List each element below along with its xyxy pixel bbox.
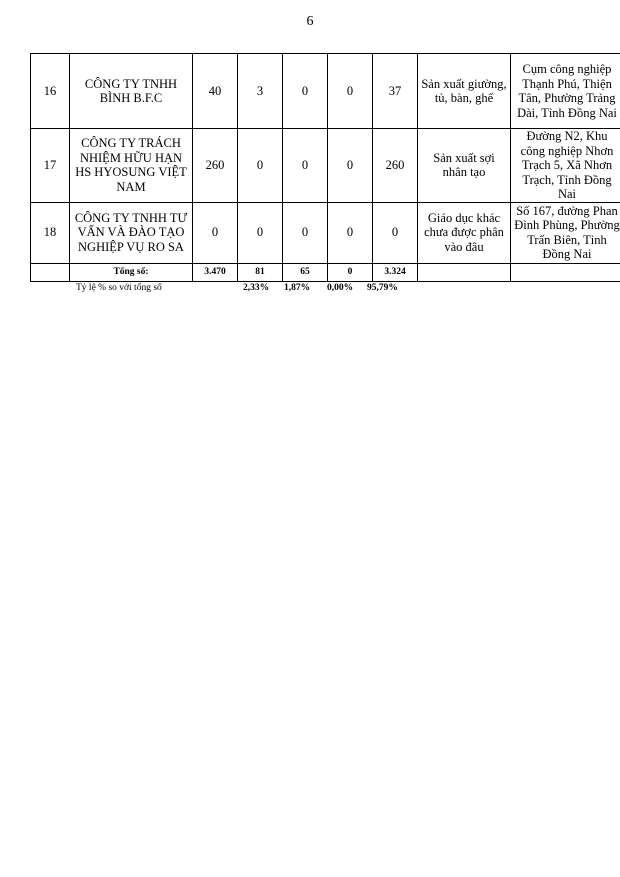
- value-col-3: 0: [283, 202, 328, 263]
- company-address: Cụm công nghiệp Thạnh Phú, Thiện Tân, Phường Trảng Dài, Tỉnh Đồng Nai: [511, 54, 620, 129]
- ratio-row: [0, 283, 620, 297]
- ratio-value-3: 0,00%: [327, 283, 354, 293]
- table-row: [31, 202, 620, 263]
- page-number: 6: [306, 14, 314, 29]
- total-empty-cell: [511, 263, 620, 281]
- value-col-3: 0: [283, 54, 328, 129]
- value-col-3: 0: [283, 129, 328, 203]
- company-name: CÔNG TY TNHH BÌNH B.F.C: [70, 54, 193, 129]
- total-value-5: 3.324: [373, 263, 418, 281]
- total-row: [31, 263, 620, 281]
- ratio-value-2: 1,87%: [284, 283, 311, 293]
- total-value-1: 3.470: [193, 263, 238, 281]
- row-index: 16: [31, 54, 70, 129]
- value-col-2: 3: [238, 54, 283, 129]
- ratio-label: Tỷ lệ % so với tổng số: [76, 283, 162, 293]
- table-row: [31, 54, 620, 129]
- total-empty-cell: [31, 263, 70, 281]
- total-value-3: 65: [283, 263, 328, 281]
- value-col-5: 37: [373, 54, 418, 129]
- business-sector: Sản xuất sợi nhân tạo: [418, 129, 511, 203]
- value-total-workers: 40: [193, 54, 238, 129]
- value-col-5: 260: [373, 129, 418, 203]
- value-total-workers: 0: [193, 202, 238, 263]
- total-value-2: 81: [238, 263, 283, 281]
- company-name: CÔNG TY TNHH TƯ VẤN VÀ ĐÀO TẠO NGHIỆP VỤ RO SA: [70, 202, 193, 263]
- value-col-2: 0: [238, 129, 283, 203]
- row-index: 17: [31, 129, 70, 203]
- ratio-value-1: 2,33%: [243, 283, 270, 293]
- value-col-2: 0: [238, 202, 283, 263]
- total-value-4: 0: [328, 263, 373, 281]
- value-col-4: 0: [328, 54, 373, 129]
- total-label: Tổng số:: [70, 263, 193, 281]
- total-empty-cell: [418, 263, 511, 281]
- business-sector: Sản xuất giường, tủ, bàn, ghế: [418, 54, 511, 129]
- company-name: CÔNG TY TRÁCH NHIỆM HỮU HẠN HS HYOSUNG VIỆT NAM: [70, 129, 193, 203]
- company-address: Đường N2, Khu công nghiệp Nhơn Trạch 5, Xã Nhơn Trạch, Tỉnh Đồng Nai: [511, 129, 620, 203]
- business-sector: Giáo dục khác chưa được phân vào đâu: [418, 202, 511, 263]
- value-col-5: 0: [373, 202, 418, 263]
- table-row: [31, 129, 620, 203]
- value-col-4: 0: [328, 202, 373, 263]
- value-col-4: 0: [328, 129, 373, 203]
- enterprise-table: [30, 53, 620, 282]
- value-total-workers: 260: [193, 129, 238, 203]
- company-address: Số 167, đường Phan Đình Phùng, Phường Trấn Biên, Tỉnh Đồng Nai: [511, 202, 620, 263]
- row-index: 18: [31, 202, 70, 263]
- ratio-value-4: 95,79%: [367, 283, 398, 293]
